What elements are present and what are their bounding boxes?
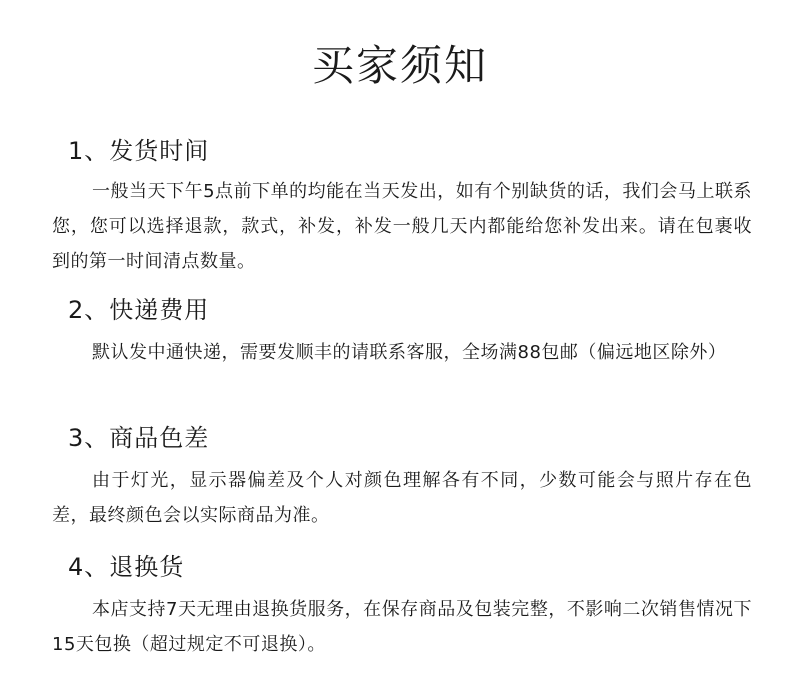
section-heading: 4、退换货 [68,553,185,581]
section-returns [52,550,752,662]
page-title: 买家须知 [311,41,488,90]
section-body: 本店支持7天无理由退换货服务，在保存商品及包装完整，不影响二次销售情况下15天包换（超过规定不可退换）。 [52,599,752,655]
section-shipping-fee [52,293,752,370]
section-shipping-time [52,134,752,279]
section-color-difference [52,421,752,533]
section-body: 一般当天下午5点前下单的均能在当天发出，如有个别缺货的话，我们会马上联系您，您可以选择退款，款式，补发，补发一般几天内都能给您补发出来。请在包裹收到的第一时间清点数量。 [52,181,752,272]
section-heading: 2、快递费用 [68,296,210,324]
section-heading: 1、发货时间 [68,137,210,165]
section-body: 默认发中通快递，需要发顺丰的请联系客服，全场满88包邮（偏远地区除外） [92,342,727,363]
section-body: 由于灯光，显示器偏差及个人对颜色理解各有不同，少数可能会与照片存在色差，最终颜色会以实际商品为准。 [52,470,752,526]
section-heading: 3、商品色差 [68,424,210,452]
